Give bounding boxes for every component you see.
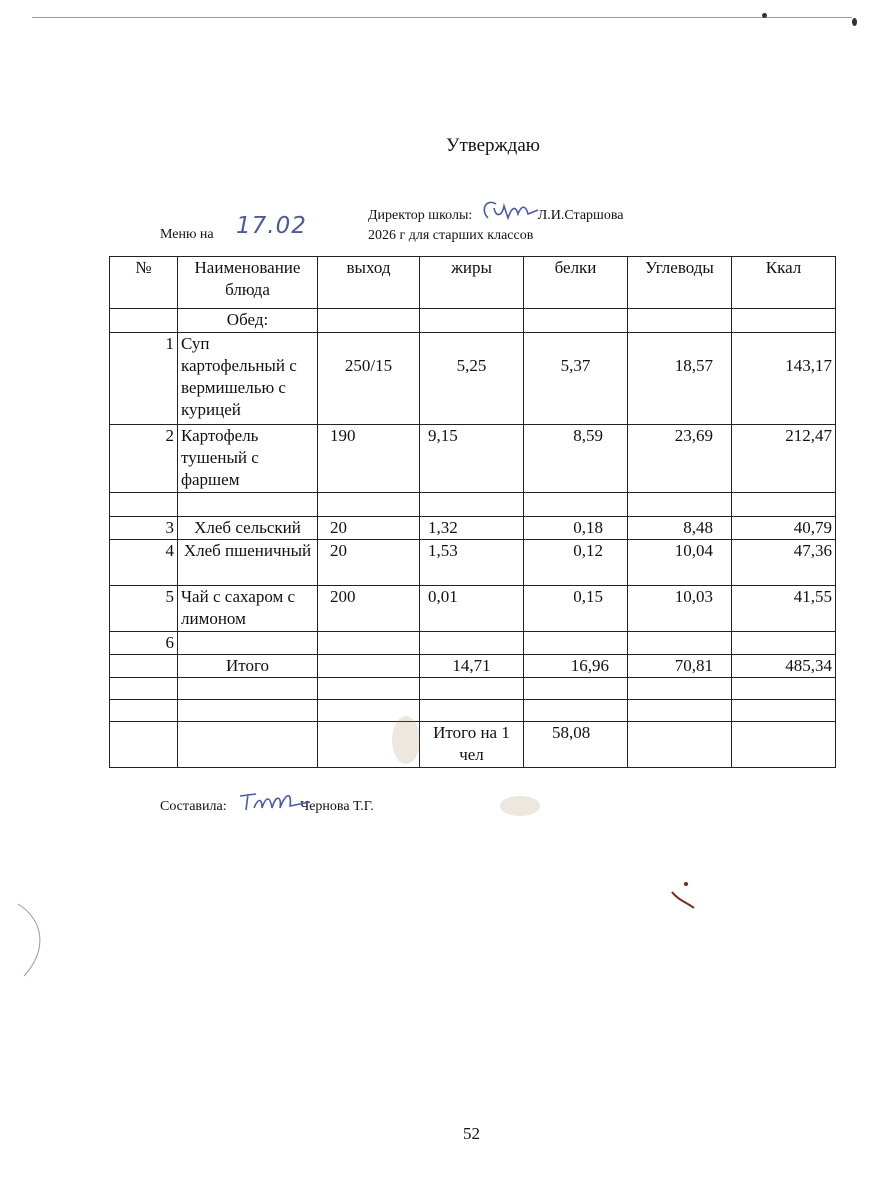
dish-name: Картофель тушеный с фаршем bbox=[178, 425, 318, 493]
per-person-label: Итого на 1 чел bbox=[420, 722, 524, 768]
page-number: 52 bbox=[463, 1124, 480, 1143]
col-number: № bbox=[110, 257, 178, 309]
col-fat: жиры bbox=[420, 257, 524, 309]
table-row: 6 bbox=[110, 632, 836, 655]
top-border-line bbox=[32, 17, 852, 18]
table-row: 5 Чай с сахаром с лимоном 200 0,01 0,15 10,03 41,55 bbox=[110, 586, 836, 632]
table-row: 2 Картофель тушеный с фаршем 190 9,15 8,59 23,69 212,47 bbox=[110, 425, 836, 493]
total-row: Итого 14,71 16,96 70,81 485,34 bbox=[110, 655, 836, 678]
empty-row bbox=[110, 678, 836, 700]
col-protein: белки bbox=[524, 257, 628, 309]
col-kcal: Ккал bbox=[732, 257, 836, 309]
dish-name: Суп картофельный с вермишелью с курицей bbox=[178, 333, 318, 425]
speck bbox=[852, 18, 857, 26]
compiled-label: Составила: bbox=[160, 799, 227, 814]
dish-name: Хлеб пшеничный bbox=[178, 540, 318, 586]
director-name: Л.И.Старшова bbox=[537, 208, 624, 223]
table-row: 3 Хлеб сельский 20 1,32 0,18 8,48 40,79 bbox=[110, 517, 836, 540]
dish-name: Чай с сахаром с лимоном bbox=[178, 586, 318, 632]
menu-table bbox=[109, 256, 836, 768]
page-edge-mark bbox=[8, 900, 48, 980]
col-output: выход bbox=[318, 257, 420, 309]
ink-mark bbox=[668, 888, 698, 912]
stain bbox=[392, 716, 420, 764]
compiler-signature bbox=[236, 788, 312, 816]
per-person-value: 58,08 bbox=[524, 722, 628, 768]
col-name: Наименование блюда bbox=[178, 257, 318, 309]
speck bbox=[762, 13, 767, 18]
approve-heading: Утверждаю bbox=[446, 135, 540, 156]
section-label: Обед: bbox=[178, 309, 318, 333]
compiled-name: Чернова Т.Г. bbox=[300, 799, 374, 814]
table-header-row bbox=[110, 257, 836, 309]
table-row: 4 Хлеб пшеничный 20 1,53 0,12 10,04 47,36 bbox=[110, 540, 836, 586]
dish-name: Хлеб сельский bbox=[178, 517, 318, 540]
director-signature bbox=[478, 196, 540, 226]
director-label: Директор школы: bbox=[368, 208, 473, 223]
empty-row bbox=[110, 493, 836, 517]
date-line: 2026 г для старших классов bbox=[368, 228, 534, 243]
empty-row bbox=[110, 700, 836, 722]
table-row: 1 Суп картофельный с вермишелью с курицей 250/15 5,25 5,37 18,57 143,17 bbox=[110, 333, 836, 425]
section-row bbox=[110, 309, 836, 333]
col-carbs: Углеводы bbox=[628, 257, 732, 309]
speck bbox=[684, 882, 688, 886]
menu-label: Меню на bbox=[160, 227, 214, 242]
stain bbox=[500, 796, 540, 816]
per-person-row bbox=[110, 722, 836, 768]
handwritten-date: 17.02 bbox=[236, 213, 307, 239]
total-label: Итого bbox=[178, 655, 318, 678]
